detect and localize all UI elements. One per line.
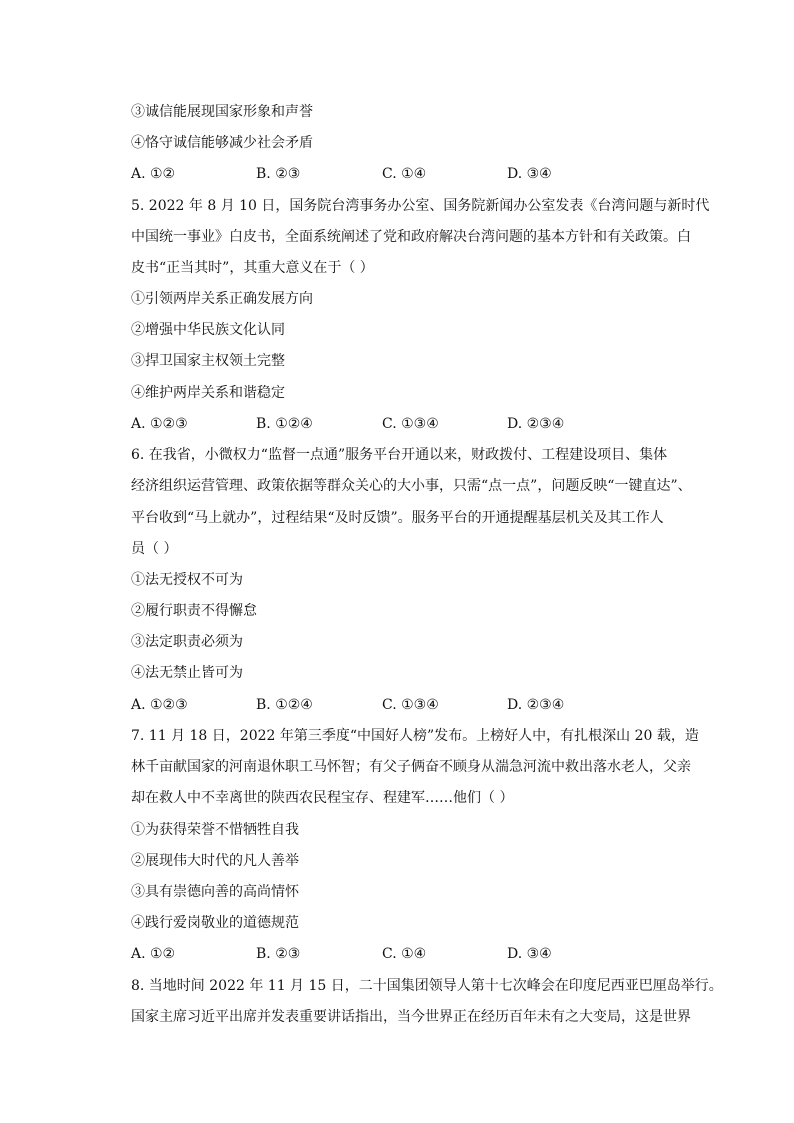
q5-statement-3: ③捍卫国家主权领土完整 [131,353,285,369]
q7-stem-line-2: 林千亩献国家的河南退休职工马怀智；有父子俩奋不顾身从湍急河流中救出落水老人，父亲 [131,759,691,775]
q6-stem-line-1: 6. 在我省，小微权力“监督一点通”服务平台开通以来，财政拨付、工程建设项目、集体 [131,447,668,463]
q7-statement-4: ④践行爱岗敬业的道德规范 [131,915,299,931]
q6-statement-2: ②履行职责不得懈怠 [131,603,257,619]
q6-statement-1: ①法无授权不可为 [131,572,243,588]
q4-statement-3: ③诚信能展现国家形象和声誉 [131,104,313,120]
q7-statement-1: ①为获得荣誉不惜牺牲自我 [131,822,299,838]
q7-stem-line-1: 7. 11 月 18 日，2022 年第三季度“中国好人榜”发布。上榜好人中，有扎根深山 20 载，造 [131,728,699,744]
q6-statement-3: ③法定职责必须为 [131,634,243,650]
q6-option-c: C. ①③④ [382,697,439,713]
q4-option-d: D. ③④ [507,166,552,182]
q6-stem-line-4: 员（ ） [131,541,178,557]
q5-option-d: D. ②③④ [507,416,565,432]
q5-statement-4: ④维护两岸关系和谐稳定 [131,385,285,401]
q7-option-a: A. ①② [131,946,176,962]
q5-option-c: C. ①③④ [382,416,439,432]
q8-stem-line-2: 国家主席习近平出席并发表重要讲话指出，当今世界正在经历百年未有之大变局，这是世界 [131,1009,691,1025]
q4-statement-4: ④恪守诚信能够减少社会矛盾 [131,135,313,151]
q7-option-b: B. ②③ [256,946,301,962]
q6-stem-line-2: 经济组织运营管理、政策依据等群众关心的大小事，只需“点一点”，问题反映“一键直达”、 [131,478,692,494]
q7-stem-line-3: 却在救人中不幸离世的陕西农民程宝存、程建军……他们（ ） [131,790,514,806]
q7-statement-3: ③具有崇德向善的高尚情怀 [131,884,299,900]
q5-stem-line-3: 皮书“正当其时”，其重大意义在于（ ） [131,260,374,276]
q5-option-b: B. ①②④ [256,416,313,432]
q6-statement-4: ④法无禁止皆可为 [131,665,243,681]
q8-stem-line-1: 8. 当地时间 2022 年 11 月 15 日，二十国集团领导人第十七次峰会在印度尼西亚巴厘岛举行。 [131,978,723,994]
q5-stem-line-1: 5. 2022 年 8 月 10 日，国务院台湾事务办公室、国务院新闻办公室发表《台湾问题与新时代 [131,198,710,214]
q5-stem-line-2: 中国统一事业》白皮书，全面系统阐述了党和政府解决台湾问题的基本方针和有关政策。白 [131,229,691,245]
q6-option-d: D. ②③④ [507,697,565,713]
q6-option-a: A. ①②③ [131,697,188,713]
q5-option-a: A. ①②③ [131,416,188,432]
q7-option-c: C. ①④ [382,946,427,962]
q4-option-a: A. ①② [131,166,176,182]
q4-option-b: B. ②③ [256,166,301,182]
q5-statement-1: ①引领两岸关系正确发展方向 [131,291,313,307]
q4-option-c: C. ①④ [382,166,427,182]
q6-option-b: B. ①②④ [256,697,313,713]
q7-option-d: D. ③④ [507,946,552,962]
q5-statement-2: ②增强中华民族文化认同 [131,322,285,338]
q6-stem-line-3: 平台收到“马上就办”，过程结果“及时反馈”。服务平台的开通提醒基层机关及其工作人 [131,510,664,526]
q7-statement-2: ②展现伟大时代的凡人善举 [131,853,299,869]
